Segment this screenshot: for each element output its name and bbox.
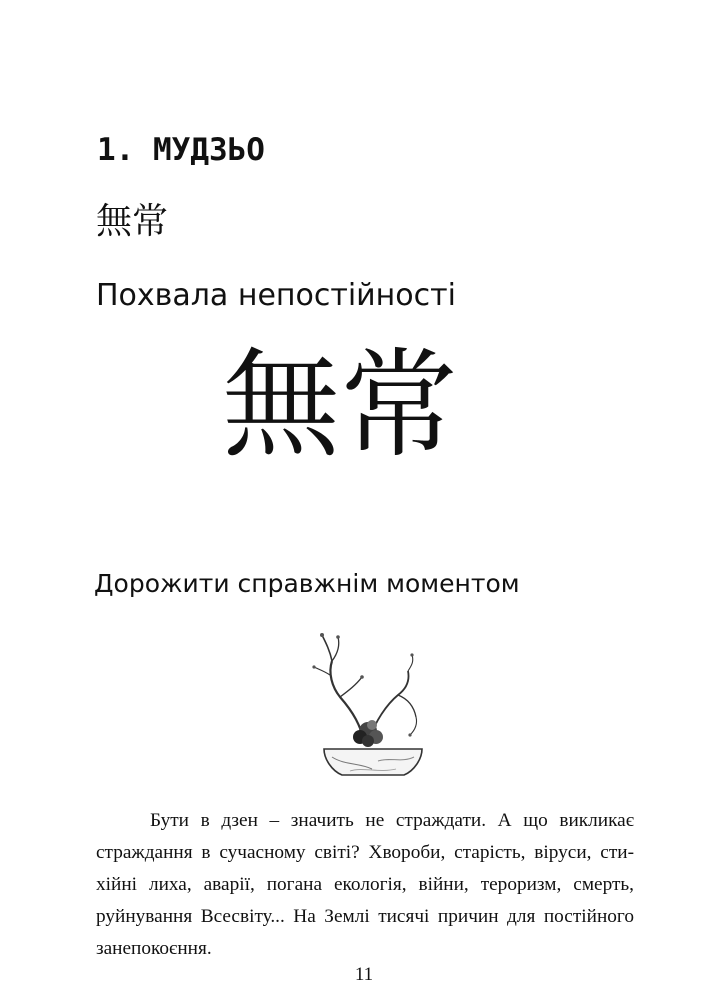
body-paragraph: Бути в дзен – значить не страждати. А що викликає страждання в сучасному світі? Хвороби, старість, віруси, сти-хійні лиха, аварії, погана екологія, війни, тероризм, смерть, руйнування Всесвіту... На Землі тисячі причин для постійного занепокоєння. bbox=[96, 810, 634, 959]
chapter-subtitle: Похвала непостійності bbox=[96, 278, 456, 313]
page-number: 11 bbox=[354, 964, 374, 985]
kanji-heading-large: 無常 bbox=[222, 336, 459, 474]
bonsai-icon bbox=[310, 625, 440, 785]
kanji-heading-small: 無常 bbox=[96, 201, 169, 242]
chapter-motto: Дорожити справжнім моментом bbox=[94, 569, 520, 598]
chapter-title: 1. МУДЗЬО bbox=[97, 132, 265, 168]
